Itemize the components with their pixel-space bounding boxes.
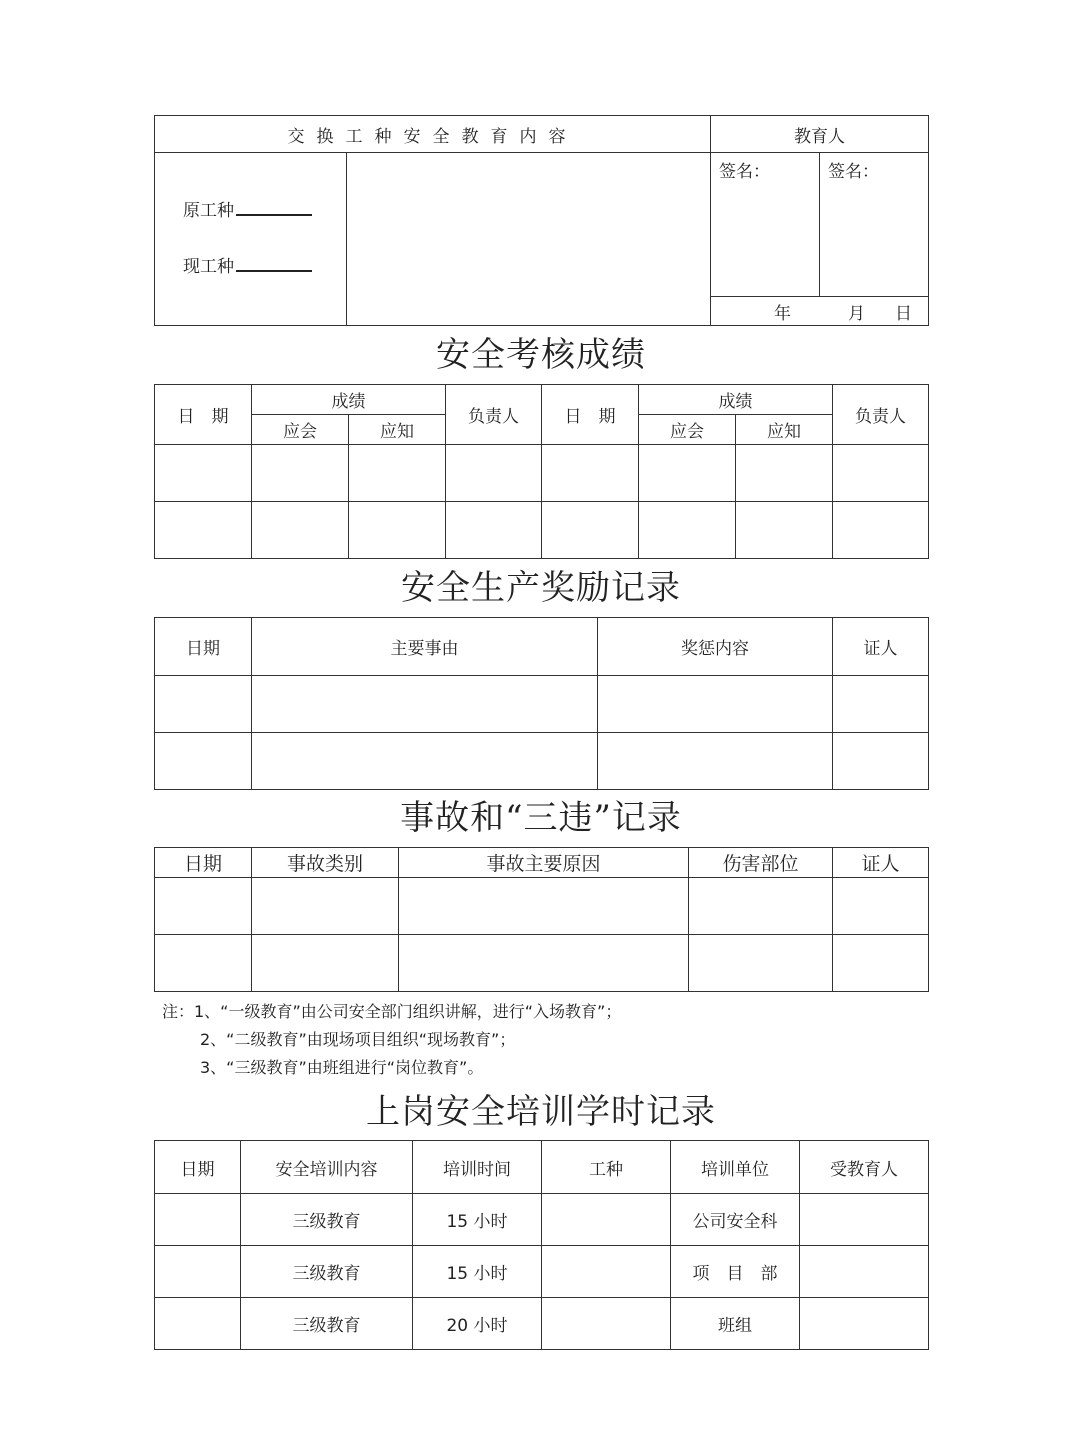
assessment-should-be-able-2: 应会 [639, 415, 736, 445]
training-cell-work-type [542, 1194, 671, 1246]
reward-header-reason: 主要事由 [252, 618, 598, 676]
training-header-unit: 培训单位 [671, 1141, 800, 1194]
table-row [155, 1298, 929, 1350]
training-cell-content: 三级教育 [241, 1194, 413, 1246]
signature-label-1: 签名： [719, 162, 770, 182]
training-title: 上岗安全培训学时记录 [366, 1092, 716, 1132]
training-header-trainee: 受教育人 [800, 1141, 929, 1194]
training-header-content: 安全培训内容 [241, 1141, 413, 1194]
table-row [155, 676, 929, 733]
training-cell-time: 15 小时 [413, 1194, 542, 1246]
accident-title: 事故和“三违”记录 [400, 798, 682, 838]
training-cell-content: 三级教育 [241, 1298, 413, 1350]
current-work-type-blank [236, 254, 312, 272]
educator-header: 教育人 [711, 116, 929, 153]
assessment-responsible-header-2: 负责人 [833, 385, 929, 445]
training-cell-unit: 班组 [671, 1298, 800, 1350]
training-cell-unit: 项 目 部 [671, 1246, 800, 1298]
reward-table [154, 617, 929, 790]
date-year: 年 [774, 303, 791, 324]
signature-cell-2 [820, 153, 929, 297]
assessment-should-know-1: 应知 [349, 415, 446, 445]
training-cell-time: 20 小时 [413, 1298, 542, 1350]
accident-header-cause: 事故主要原因 [399, 848, 689, 878]
exchange-education-table [154, 115, 929, 326]
training-header-time: 培训时间 [413, 1141, 542, 1194]
table-row [155, 1246, 929, 1298]
table-row [155, 502, 929, 559]
reward-header-content: 奖惩内容 [598, 618, 833, 676]
assessment-date-header-2: 日 期 [542, 385, 639, 445]
training-cell-date [155, 1298, 241, 1350]
table-row [155, 878, 929, 935]
date-day: 日 [895, 303, 912, 324]
work-type-cell [155, 153, 347, 326]
assessment-date-header-1: 日 期 [155, 385, 252, 445]
assessment-score-header-2: 成绩 [639, 385, 833, 415]
accident-header-type: 事故类别 [252, 848, 399, 878]
assessment-table [154, 384, 929, 559]
accident-table [154, 847, 929, 992]
notes [154, 998, 928, 1082]
assessment-responsible-header-1: 负责人 [446, 385, 542, 445]
signature-cell-1 [711, 153, 820, 297]
training-header-work-type: 工种 [542, 1141, 671, 1194]
training-cell-trainee [800, 1246, 929, 1298]
note-1: 注：1、“一级教育”由公司安全部门组织讲解，进行“入场教育”； [162, 1002, 622, 1021]
assessment-should-be-able-1: 应会 [252, 415, 349, 445]
assessment-score-header-1: 成绩 [252, 385, 446, 415]
date-cell [711, 297, 929, 326]
training-cell-date [155, 1194, 241, 1246]
accident-header-date: 日期 [155, 848, 252, 878]
original-work-type-blank [236, 198, 312, 216]
training-cell-time: 15 小时 [413, 1246, 542, 1298]
note-3: 3、“三级教育”由班组进行“岗位教育”。 [200, 1058, 484, 1077]
signature-label-2: 签名： [828, 162, 879, 182]
training-cell-unit: 公司安全科 [671, 1194, 800, 1246]
reward-header-witness: 证人 [833, 618, 929, 676]
original-work-type-label: 原工种 [183, 201, 234, 221]
reward-title: 安全生产奖励记录 [401, 568, 681, 608]
training-cell-work-type [542, 1246, 671, 1298]
table-row [155, 445, 929, 502]
accident-header-injury: 伤害部位 [689, 848, 833, 878]
table-row [155, 733, 929, 790]
document-page [154, 115, 928, 1350]
note-2: 2、“二级教育”由现场项目组织“现场教育”； [200, 1030, 516, 1049]
exchange-title: 交换工种安全教育内容 [155, 116, 711, 153]
training-cell-content: 三级教育 [241, 1246, 413, 1298]
date-month: 月 [848, 303, 865, 324]
training-cell-work-type [542, 1298, 671, 1350]
assessment-title: 安全考核成绩 [436, 335, 646, 375]
training-cell-date [155, 1246, 241, 1298]
training-table [154, 1140, 929, 1350]
accident-header-witness: 证人 [833, 848, 929, 878]
current-work-type-label: 现工种 [183, 257, 234, 277]
table-row [155, 1194, 929, 1246]
assessment-should-know-2: 应知 [736, 415, 833, 445]
training-cell-trainee [800, 1298, 929, 1350]
training-header-date: 日期 [155, 1141, 241, 1194]
table-row [155, 935, 929, 992]
education-content-cell [347, 153, 711, 326]
training-cell-trainee [800, 1194, 929, 1246]
reward-header-date: 日期 [155, 618, 252, 676]
